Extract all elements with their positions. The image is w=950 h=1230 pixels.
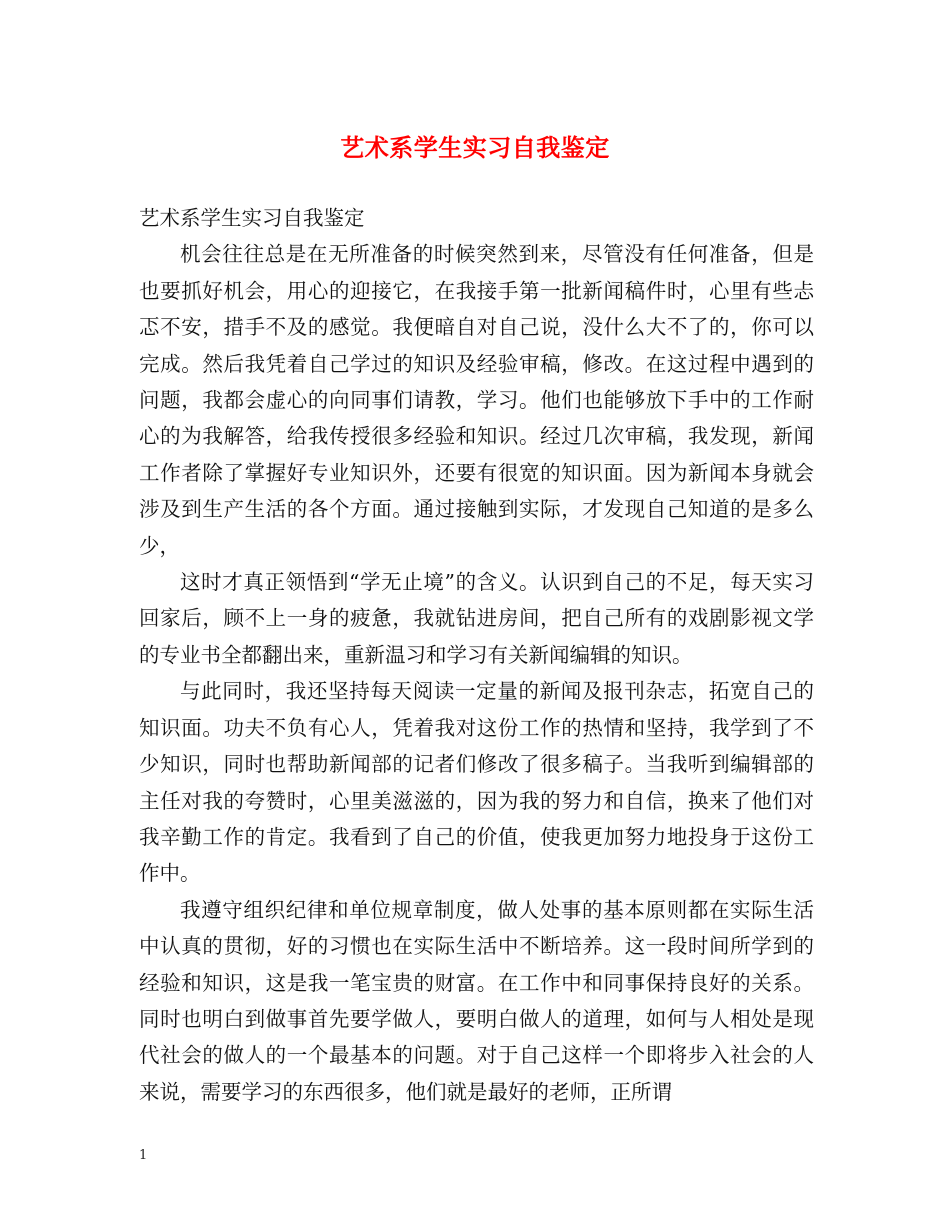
document-title: 艺术系学生实习自我鉴定 (340, 133, 610, 162)
page-number: 1 (139, 1148, 148, 1163)
paragraph-2: 这时才真正领悟到“学无止境”的含义。认识到自己的不足，每天实习回家后，顾不上一身的疲惫，我就钻进房间，把自己所有的戏剧影视文学的专业书全都翻出来，重新温习和学习有关新闻编辑的知识。 (139, 570, 814, 667)
document-subtitle: 艺术系学生实习自我鉴定 (139, 206, 365, 230)
paragraph-1: 机会往往总是在无所准备的时候突然到来，尽管没有任何准备，但是也要抓好机会，用心的迎接它，在我接手第一批新闻稿件时，心里有些忐忑不安，措手不及的感觉。我便暗自对自己说，没什么大不了的，你可以完成。然后我凭着自己学过的知识及经验审稿，修改。在这过程中遇到的问题，我都会虚心的向同事们请教，学习。他们也能够放下手中的工作耐心的为我解答，给我传授很多经验和知识。经过几次审稿，我发现，新闻工作者除了掌握好专业知识外，还要有很宽的知识面。因为新闻本身就会涉及到生产生活的各个方面。通过接触到实际，才发现自己知道的是多么少， (139, 242, 814, 558)
document-body (139, 200, 814, 1110)
paragraph-3: 与此同时，我还坚持每天阅读一定量的新闻及报刊杂志，拓宽自己的知识面。功夫不负有心人，凭着我对这份工作的热情和坚持，我学到了不少知识，同时也帮助新闻部的记者们修改了很多稿子。当我听到编辑部的主任对我的夸赞时，心里美滋滋的，因为我的努力和自信，换来了他们对我辛勤工作的肯定。我看到了自己的价值，使我更加努力地投身于这份工作中。 (139, 679, 814, 886)
paragraph-4: 我遵守组织纪律和单位规章制度，做人处事的基本原则都在实际生活中认真的贯彻，好的习惯也在实际生活中不断培养。这一段时间所学到的经验和知识，这是我一笔宝贵的财富。在工作中和同事保持良好的关系。同时也明白到做事首先要学做人，要明白做人的道理，如何与人相处是现代社会的做人的一个最基本的问题。对于自己这样一个即将步入社会的人来说，需要学习的东西很多，他们就是最好的老师，正所谓 (139, 897, 814, 1104)
